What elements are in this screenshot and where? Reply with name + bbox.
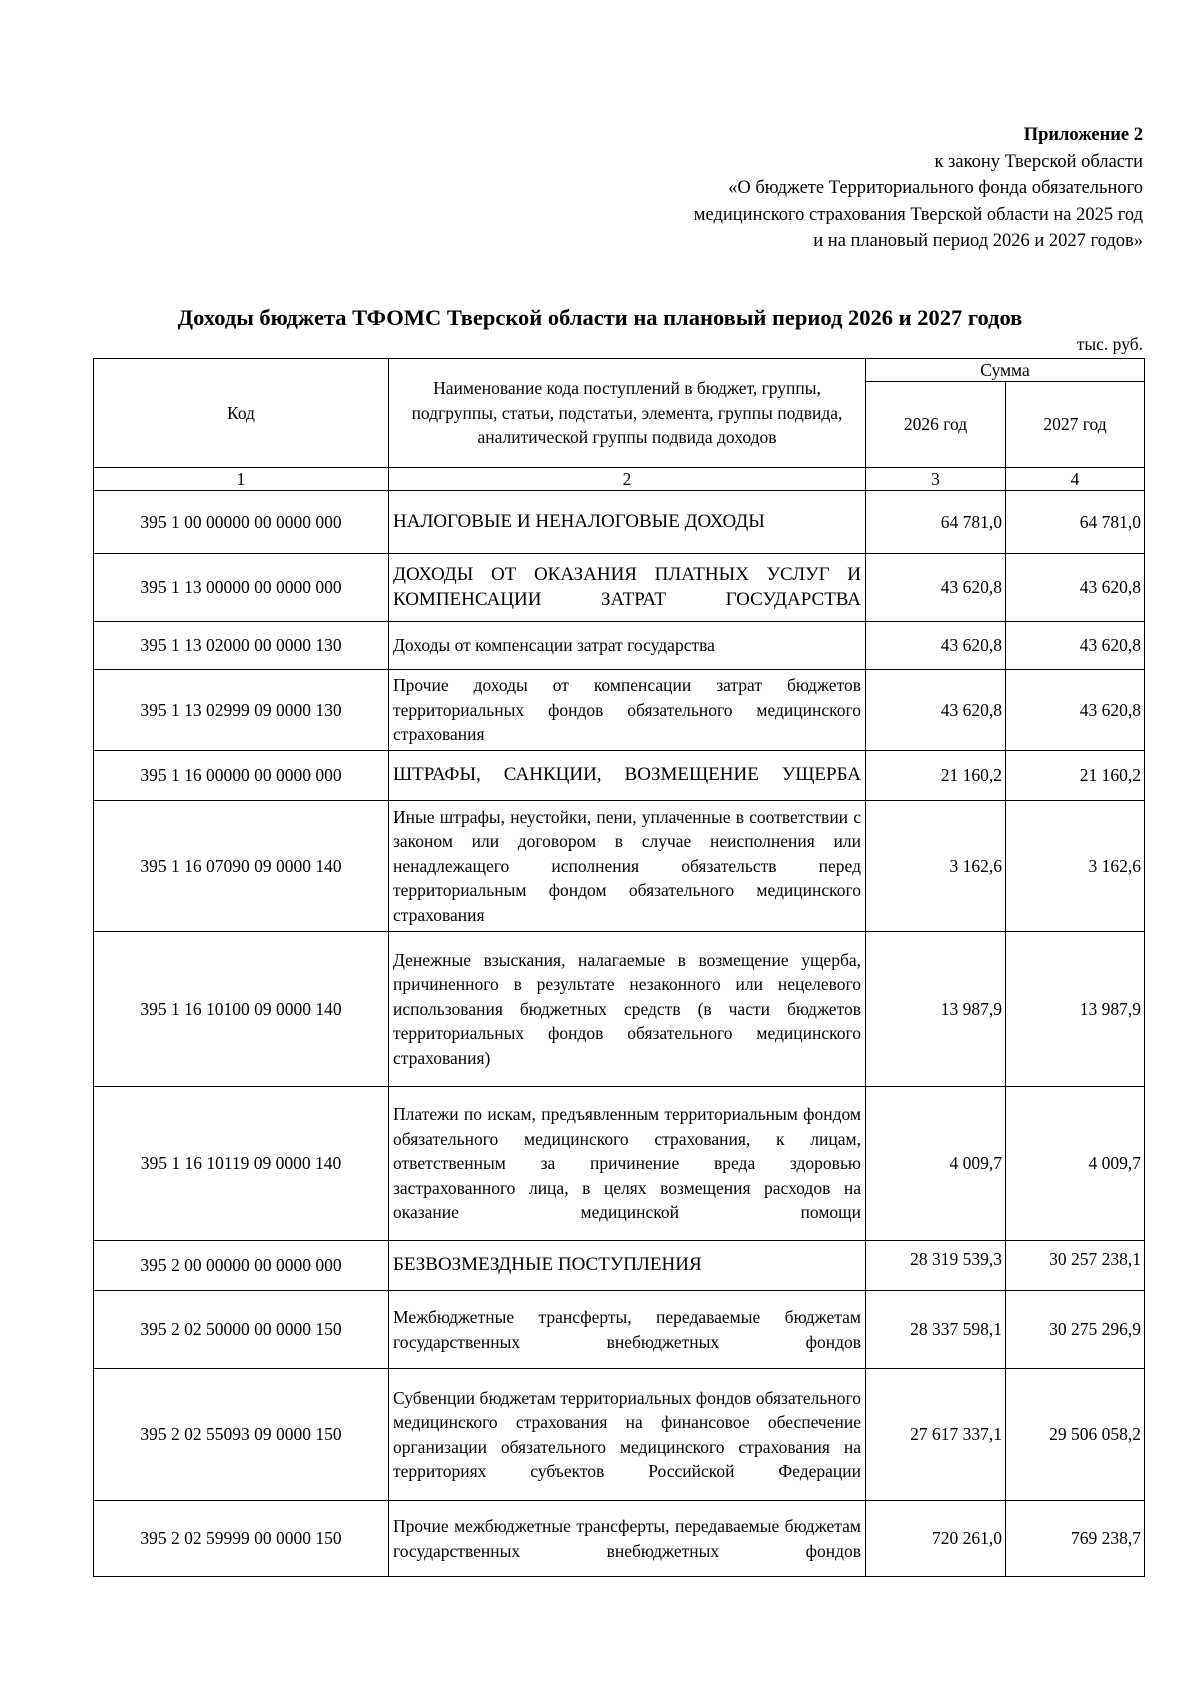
- row-code: 395 1 16 10119 09 0000 140: [94, 1087, 389, 1241]
- header-year-2026: 2026 год: [866, 382, 1006, 468]
- row-code: 395 1 13 02999 09 0000 130: [94, 670, 389, 751]
- table-row: [94, 1241, 1145, 1291]
- row-code: 395 1 00 00000 00 0000 000: [94, 491, 389, 554]
- row-code: 395 2 02 55093 09 0000 150: [94, 1369, 389, 1501]
- table-row: [94, 491, 1145, 554]
- table-row: [94, 1369, 1145, 1501]
- appendix-block: [694, 122, 1143, 255]
- row-code: 395 2 02 50000 00 0000 150: [94, 1291, 389, 1369]
- row-code: 395 1 13 02000 00 0000 130: [94, 622, 389, 670]
- row-value-2026: 64 781,0: [866, 491, 1006, 554]
- row-value-2027: 30 257 238,1: [1006, 1241, 1145, 1291]
- row-name: Межбюджетные трансферты, передаваемые бюджетам государственных внебюджетных фондов: [389, 1291, 866, 1369]
- row-value-2027: 30 275 296,9: [1006, 1291, 1145, 1369]
- row-value-2026: 720 261,0: [866, 1501, 1006, 1577]
- row-name: Прочие доходы от компенсации затрат бюджетов территориальных фондов обязательного медицинского страхования: [389, 670, 866, 751]
- units-label: тыс. руб.: [1076, 334, 1143, 354]
- table-row: [94, 554, 1145, 622]
- appendix-title: Приложение 2: [1023, 125, 1143, 145]
- table-row: [94, 1087, 1145, 1241]
- table-row: [94, 932, 1145, 1087]
- income-table: [93, 358, 1145, 1577]
- column-number: 1: [94, 468, 389, 491]
- table-row: [94, 622, 1145, 670]
- appendix-line: медицинского страхования Тверской области на 2025 год: [693, 204, 1143, 225]
- row-code: 395 1 16 00000 00 0000 000: [94, 751, 389, 801]
- row-value-2027: 21 160,2: [1006, 751, 1145, 801]
- header-sum: Сумма: [866, 359, 1145, 382]
- header-year-2027: 2027 год: [1006, 382, 1145, 468]
- row-name: ДОХОДЫ ОТ ОКАЗАНИЯ ПЛАТНЫХ УСЛУГ И КОМПЕНСАЦИИ ЗАТРАТ ГОСУДАРСТВА: [389, 554, 866, 622]
- column-number: 3: [866, 468, 1006, 491]
- row-value-2027: 43 620,8: [1006, 554, 1145, 622]
- row-name: Платежи по искам, предъявленным территориальным фондом обязательного медицинского страхования, к лицам, ответственным за причинение вреда здоровью застрахованного лица, в целях возмещения расходов на оказание медицинской помощи: [389, 1087, 866, 1241]
- row-value-2026: 43 620,8: [866, 670, 1006, 751]
- row-name: Денежные взыскания, налагаемые в возмещение ущерба, причиненного в результате незаконного или нецелевого использования бюджетных средств (в части бюджетов территориальных фондов обязательного медицинского страхования): [389, 932, 866, 1087]
- row-value-2027: 43 620,8: [1006, 670, 1145, 751]
- row-name: Субвенции бюджетам территориальных фондов обязательного медицинского страхования на финансовое обеспечение организации обязательного медицинского страхования на территориях субъектов Российской Федерации: [389, 1369, 866, 1501]
- row-value-2027: 29 506 058,2: [1006, 1369, 1145, 1501]
- row-name: НАЛОГОВЫЕ И НЕНАЛОГОВЫЕ ДОХОДЫ: [389, 491, 866, 554]
- row-value-2026: 21 160,2: [866, 751, 1006, 801]
- column-number: 2: [389, 468, 866, 491]
- appendix-line: «О бюджете Территориального фонда обязательного: [728, 178, 1143, 198]
- row-code: 395 1 13 00000 00 0000 000: [94, 554, 389, 622]
- row-value-2027: 3 162,6: [1006, 801, 1145, 932]
- header-name: Наименование кода поступлений в бюджет, группы, подгруппы, статьи, подстатьи, элемента, группы подвида, аналитической группы подвида доходов: [389, 359, 866, 468]
- row-code: 395 1 16 07090 09 0000 140: [94, 801, 389, 932]
- row-value-2026: 28 337 598,1: [866, 1291, 1006, 1369]
- row-value-2027: 13 987,9: [1006, 932, 1145, 1087]
- table-row: [94, 670, 1145, 751]
- row-value-2026: 43 620,8: [866, 622, 1006, 670]
- row-value-2026: 28 319 539,3: [866, 1241, 1006, 1291]
- row-name: Прочие межбюджетные трансферты, передаваемые бюджетам государственных внебюджетных фондов: [389, 1501, 866, 1577]
- header-code: Код: [94, 359, 389, 468]
- appendix-line: и на плановый период 2026 и 2027 годов»: [813, 231, 1143, 251]
- table-row: [94, 801, 1145, 932]
- row-name: ШТРАФЫ, САНКЦИИ, ВОЗМЕЩЕНИЕ УЩЕРБА: [389, 751, 866, 801]
- row-value-2027: 43 620,8: [1006, 622, 1145, 670]
- table-row: [94, 1291, 1145, 1369]
- row-name: Иные штрафы, неустойки, пени, уплаченные в соответствии с законом или договором в случае неисполнения или ненадлежащего исполнения обязательств перед территориальным фондом обязательного медицинского страхования: [389, 801, 866, 932]
- row-value-2027: 4 009,7: [1006, 1087, 1145, 1241]
- row-value-2026: 4 009,7: [866, 1087, 1006, 1241]
- row-code: 395 2 02 59999 00 0000 150: [94, 1501, 389, 1577]
- table-row: [94, 1501, 1145, 1577]
- row-code: 395 2 00 00000 00 0000 000: [94, 1241, 389, 1291]
- row-value-2026: 13 987,9: [866, 932, 1006, 1087]
- row-value-2026: 3 162,6: [866, 801, 1006, 932]
- row-value-2027: 64 781,0: [1006, 491, 1145, 554]
- table-row: [94, 751, 1145, 801]
- row-name: Доходы от компенсации затрат государства: [389, 622, 866, 670]
- row-value-2026: 27 617 337,1: [866, 1369, 1006, 1501]
- appendix-line: к закону Тверской области: [934, 151, 1143, 172]
- row-value-2026: 43 620,8: [866, 554, 1006, 622]
- row-value-2027: 769 238,7: [1006, 1501, 1145, 1577]
- row-name: БЕЗВОЗМЕЗДНЫЕ ПОСТУПЛЕНИЯ: [389, 1241, 866, 1291]
- document-title: Доходы бюджета ТФОМС Тверской области на плановый период 2026 и 2027 годов: [177, 305, 1023, 330]
- row-code: 395 1 16 10100 09 0000 140: [94, 932, 389, 1087]
- column-number: 4: [1006, 468, 1145, 491]
